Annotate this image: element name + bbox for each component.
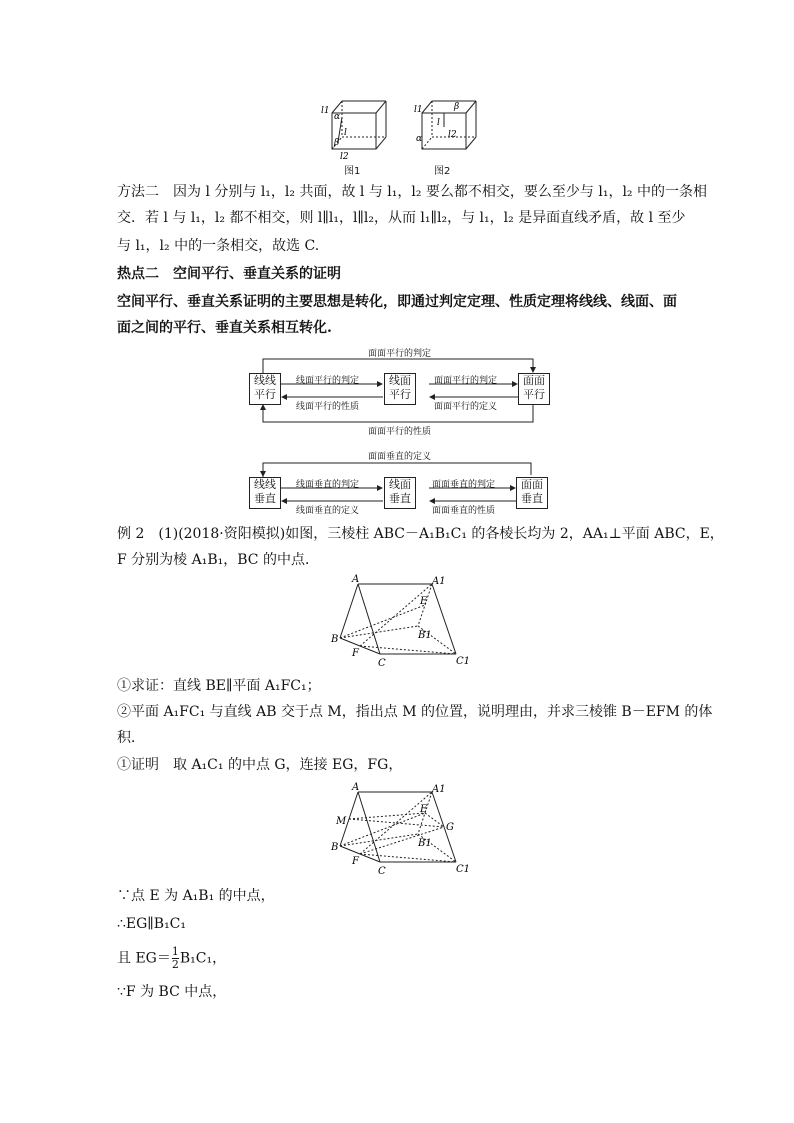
box-line-line-perp: 线线 垂直 bbox=[249, 477, 281, 509]
fig1-label-l1: l1 bbox=[321, 106, 330, 116]
example2-line2: F 分别为棱 A₁B₁，BC 的中点． bbox=[117, 552, 319, 568]
question-2b: 积． bbox=[117, 730, 145, 746]
p1-B1: B1 bbox=[418, 630, 432, 641]
cube-figure-1 bbox=[318, 97, 390, 167]
question-1: ①求证：直线 BE∥平面 A₁FC₁； bbox=[117, 678, 321, 694]
fig2-caption: 图2 bbox=[434, 166, 451, 177]
perp-arrow2-bottom: 面面垂直的性质 bbox=[432, 506, 496, 516]
perp-arrow1-bottom: 线面垂直的定义 bbox=[296, 506, 360, 516]
perp-top-label: 面面垂直的定义 bbox=[368, 452, 432, 462]
example2-line1: 例 2 (1)(2018·资阳模拟)如图，三棱柱 ABC－A₁B₁C₁ 的各棱长均为 2，AA₁⊥平面 ABC，E， bbox=[117, 526, 724, 542]
fraction-half bbox=[172, 946, 179, 971]
p2-B: B bbox=[331, 842, 339, 853]
hotspot2-title: 热点二 空间平行、垂直关系的证明 bbox=[117, 266, 341, 282]
step-3 bbox=[117, 946, 226, 971]
parallel-arrow2-top: 面面平行的判定 bbox=[434, 376, 498, 386]
p1-E: E bbox=[420, 596, 428, 607]
p2-F: F bbox=[352, 856, 359, 867]
p2-C: C bbox=[378, 866, 386, 877]
fig2-label-l1: l1 bbox=[414, 105, 423, 115]
hotspot2-para1: 空间平行、垂直关系证明的主要思想是转化，即通过判定定理、性质定理将线线、线面、面 bbox=[117, 294, 677, 310]
fig1-label-alpha: α bbox=[334, 112, 341, 122]
step-1: ∵点 E 为 A₁B₁ 的中点， bbox=[117, 888, 275, 904]
fraction-den: 2 bbox=[171, 958, 179, 971]
box-line-plane-parallel: 线面 平行 bbox=[384, 373, 416, 405]
p1-C1: C1 bbox=[456, 656, 471, 667]
method2-line3: 与 l₁，l₂ 中的一条相交，故选 C. bbox=[117, 238, 320, 254]
fraction-num: 1 bbox=[171, 945, 179, 958]
diagram-parallel bbox=[246, 344, 552, 436]
box-plane-plane-parallel: 面面 平行 bbox=[518, 373, 550, 405]
fig2-label-beta: β bbox=[454, 102, 460, 112]
parallel-arrow2-bottom: 面面平行的定义 bbox=[434, 402, 498, 412]
parallel-arrow1-top: 线面平行的判定 bbox=[296, 376, 360, 386]
method2-line1: 方法二 因为 l 分别与 l₁，l₂ 共面，故 l 与 l₁，l₂ 要么都不相交，要么至少与 l₁，l₂ 中的一条相 bbox=[117, 184, 707, 200]
perp-arrow2-top: 面面垂直的判定 bbox=[432, 480, 496, 490]
proof-intro: ①证明 取 A₁C₁ 的中点 G，连接 EG，FG， bbox=[117, 757, 403, 773]
parallel-bottom-label: 面面平行的性质 bbox=[368, 427, 432, 437]
perp-arrow1-top: 线面垂直的判定 bbox=[296, 480, 360, 490]
fig1-label-l: l bbox=[344, 128, 347, 138]
parallel-arrow1-bottom: 线面平行的性质 bbox=[296, 402, 360, 412]
diagram-perpendicular bbox=[246, 446, 552, 516]
step-2: ∴EG∥B₁C₁ bbox=[117, 916, 187, 932]
p2-A1: A1 bbox=[432, 784, 446, 795]
p2-A: A bbox=[352, 782, 360, 793]
cube-figure-2 bbox=[408, 97, 480, 157]
hotspot2-para2: 面之间的平行、垂直关系相互转化. bbox=[117, 320, 332, 336]
parallel-top-label: 面面平行的判定 bbox=[368, 349, 432, 359]
p2-E: E bbox=[420, 804, 428, 815]
fig2-label-l: l bbox=[437, 118, 440, 128]
method2-line2: 交．若 l 与 l₁，l₂ 都不相交，则 l∥l₁，l∥l₂，从而 l₁∥l₂，与 l₁，l₂ 是异面直线矛盾，故 l 至少 bbox=[117, 210, 686, 226]
fig1-caption: 图1 bbox=[344, 166, 361, 177]
prism-figure-1 bbox=[328, 574, 498, 670]
prism-figure-2 bbox=[328, 782, 498, 878]
step-3-post: B₁C₁， bbox=[179, 950, 227, 967]
step-3-pre: 且 EG＝ bbox=[117, 950, 171, 967]
p1-A1: A1 bbox=[432, 576, 446, 587]
fig1-label-beta: β bbox=[334, 138, 340, 148]
p2-G: G bbox=[446, 822, 454, 833]
p1-F: F bbox=[352, 648, 359, 659]
question-2a: ②平面 A₁FC₁ 与直线 AB 交于点 M，指出点 M 的位置，说明理由，并求三棱锥 B－EFM 的体 bbox=[117, 704, 713, 720]
step-4: ∵F 为 BC 中点， bbox=[117, 984, 227, 1000]
p1-C: C bbox=[378, 658, 386, 669]
p2-B1: B1 bbox=[418, 838, 432, 849]
fig2-label-alpha: α bbox=[416, 134, 423, 144]
fig1-label-l2: l2 bbox=[340, 152, 349, 162]
box-line-line-parallel: 线线 平行 bbox=[249, 373, 281, 405]
p1-B: B bbox=[331, 634, 339, 645]
p2-C1: C1 bbox=[456, 864, 471, 875]
p1-A: A bbox=[352, 574, 360, 585]
box-line-plane-perp: 线面 垂直 bbox=[384, 477, 416, 509]
box-plane-plane-perp: 面面 垂直 bbox=[516, 477, 548, 509]
fig2-label-l2: l2 bbox=[448, 130, 457, 140]
p2-M: M bbox=[336, 816, 347, 827]
